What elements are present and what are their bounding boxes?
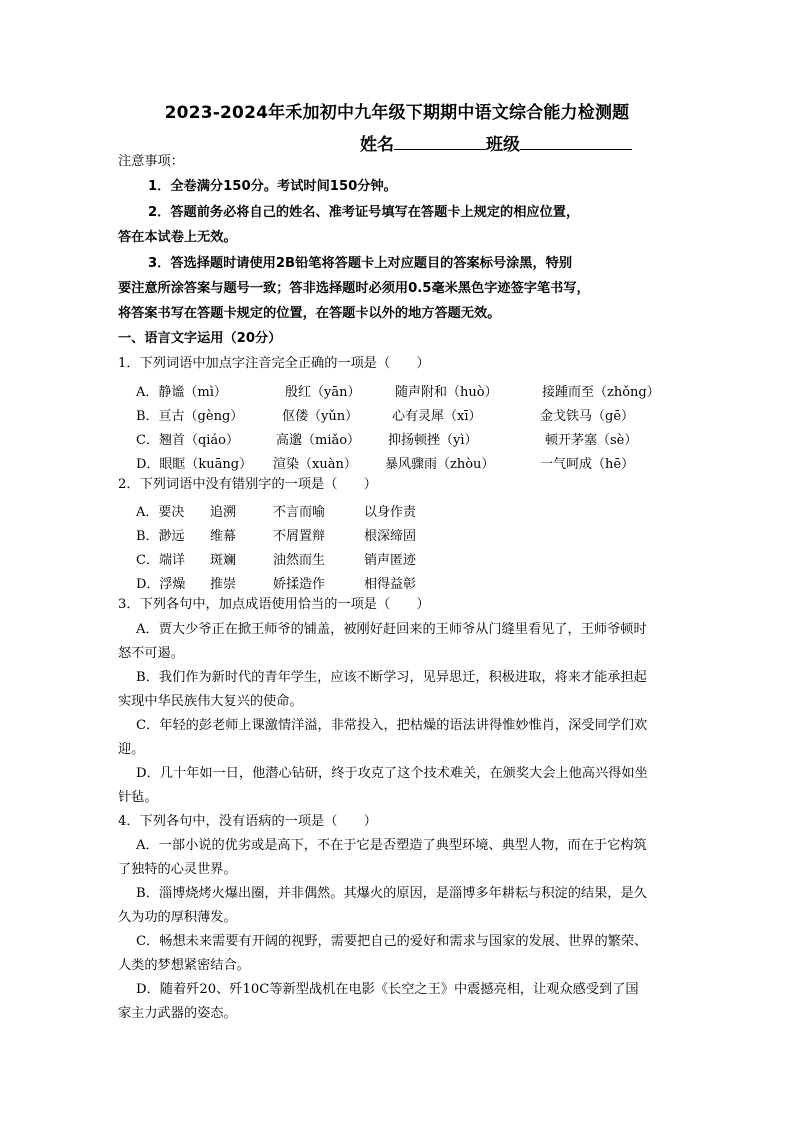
q3-option-a-line-1: A．贾大少爷正在掀王师爷的铺盖，被刚好赶回来的王师爷从门缝里看见了，王师爷顿时	[136, 622, 647, 637]
q1-option-d-1: D．眼眶（kuāng）	[136, 457, 253, 472]
q3-option-d-line-1: D．几十年如一日，他潜心钻研，终于攻克了这个技术难关，在颁奖大会上他高兴得如坐	[136, 766, 648, 781]
q2-option-d-1: D．浮燥	[136, 577, 186, 592]
q4-option-c-line-1: C．畅想未来需要有开阔的视野，需要把自己的爱好和需求与国家的发展、世界的繁荣、	[136, 934, 648, 949]
notice-item-3-line-1: 3．答选择题时请使用2B铅笔将答题卡上对应题目的答案标号涂黑，特别	[148, 256, 573, 271]
q1-option-a-4: 接踵而至（zhǒng）	[542, 385, 660, 400]
q2-option-c-2: 斑斓	[210, 553, 237, 568]
q2-stem: 2．下列词语中没有错别字的一项是（ ）	[118, 477, 377, 492]
notice-item-2-line-2: 答在本试卷上无效。	[118, 230, 237, 245]
notice-item-2-line-1: 2．答题前务必将自己的姓名、准考证号填写在答题卡上规定的相应位置，	[148, 205, 580, 220]
q2-option-a-2: 追溯	[210, 505, 237, 520]
q2-option-d-2: 推崇	[210, 577, 237, 592]
q2-option-c-3: 油然而生	[273, 553, 326, 568]
notice-heading: 注意事项：	[118, 154, 184, 169]
q2-option-d-4: 相得益彰	[364, 577, 417, 592]
q1-option-c-2: 高邈（miǎo）	[276, 433, 361, 448]
q1-option-a-2: 殷红（yān）	[285, 385, 361, 400]
q4-option-a-line-2: 了独特的心灵世界。	[118, 862, 237, 877]
q1-option-b-1: B．亘古（gèng）	[136, 409, 244, 424]
q2-option-a-1: A．要决	[136, 505, 185, 520]
q4-option-d-line-1: D．随着歼20、歼10C等新型战机在电影《长空之王》中震撼亮相，让观众感受到了国	[136, 982, 639, 997]
q2-option-a-3: 不言而喻	[273, 505, 326, 520]
name-blank[interactable]	[394, 133, 486, 150]
q1-option-c-4: 顿开茅塞（sè）	[545, 433, 638, 448]
q4-option-c-line-2: 人类的梦想紧密结合。	[118, 958, 250, 973]
notice-item-3-line-3: 将答案书写在答题卡规定的位置，在答题卡以外的地方答题无效。	[118, 306, 501, 321]
q1-option-d-2: 渲染（xuàn）	[273, 457, 357, 472]
notice-item-1: 1．全卷满分150分。考试时间150分钟。	[148, 179, 397, 194]
q1-option-b-4: 金戈铁马（gē）	[540, 409, 635, 424]
q2-option-b-3: 不屑置辩	[273, 529, 326, 544]
q1-option-c-3: 抑扬顿挫（yì）	[388, 433, 478, 448]
q4-option-b-line-2: 久为功的厚积薄发。	[118, 910, 237, 925]
q2-option-b-2: 维幕	[210, 529, 237, 544]
class-label: 班级	[486, 135, 520, 155]
class-blank[interactable]	[520, 133, 632, 150]
q1-option-c-1: C．翘首（qiáo）	[136, 433, 240, 448]
q3-option-d-line-2: 针毡。	[118, 790, 158, 805]
q2-option-b-1: B．渺远	[136, 529, 185, 544]
q3-option-a-line-2: 怒不可遏。	[118, 646, 184, 661]
q1-option-d-4: 一气呵成（hē）	[540, 457, 635, 472]
q4-option-b-line-1: B．淄博烧烤火爆出圈，并非偶然。其爆火的原因，是淄博多年耕耘与积淀的结果，是久	[136, 886, 647, 901]
q3-stem: 3．下列各句中，加点成语使用恰当的一项是（ ）	[118, 597, 430, 612]
q2-option-d-3: 娇揉造作	[273, 577, 326, 592]
q1-option-b-3: 心有灵犀（xī）	[392, 409, 482, 424]
notice-item-3-line-2: 要注意所涂答案与题号一致；答非选择题时必须用0.5毫米黑色字迹签字笔书写，	[118, 281, 590, 296]
name-class-line	[360, 130, 632, 155]
q3-option-c-line-2: 迎。	[118, 742, 145, 757]
q1-option-a-1: A．静谧（mì）	[136, 385, 227, 400]
q3-option-c-line-1: C．年轻的彭老师上课激情洋溢，非常投入，把枯燥的语法讲得惟妙惟肖，深受同学们欢	[136, 718, 648, 733]
q2-option-c-1: C．端详	[136, 553, 185, 568]
q2-option-a-4: 以身作责	[364, 505, 417, 520]
q1-option-a-3: 随声附和（huò）	[395, 385, 498, 400]
exam-title: 2023-2024年禾加初中九年级下期期中语文综合能力检测题	[164, 103, 630, 123]
q2-option-c-4: 销声匿迹	[364, 553, 417, 568]
q4-option-a-line-1: A．一部小说的优劣或是高下，不在于它是否塑造了典型环境、典型人物，而在于它构筑	[136, 838, 647, 853]
section-heading-1: 一、语言文字运用（20分）	[118, 331, 282, 346]
q1-stem: 1．下列词语中加点字注音完全正确的一项是（ ）	[118, 356, 430, 371]
q2-option-b-4: 根深缔固	[364, 529, 417, 544]
q4-option-d-line-2: 家主力武器的姿态。	[118, 1006, 237, 1021]
q3-option-b-line-1: B．我们作为新时代的青年学生，应该不断学习，见异思迁，积极进取，将来才能承担起	[136, 670, 647, 685]
q1-option-b-2: 伛偻（yǔn）	[282, 409, 359, 424]
name-label: 姓名	[360, 135, 394, 155]
q3-option-b-line-2: 实现中华民族伟大复兴的使命。	[118, 694, 303, 709]
q4-stem: 4．下列各句中，没有语病的一项是（ ）	[118, 814, 377, 829]
q1-option-d-3: 暴风骤雨（zhòu）	[385, 457, 495, 472]
